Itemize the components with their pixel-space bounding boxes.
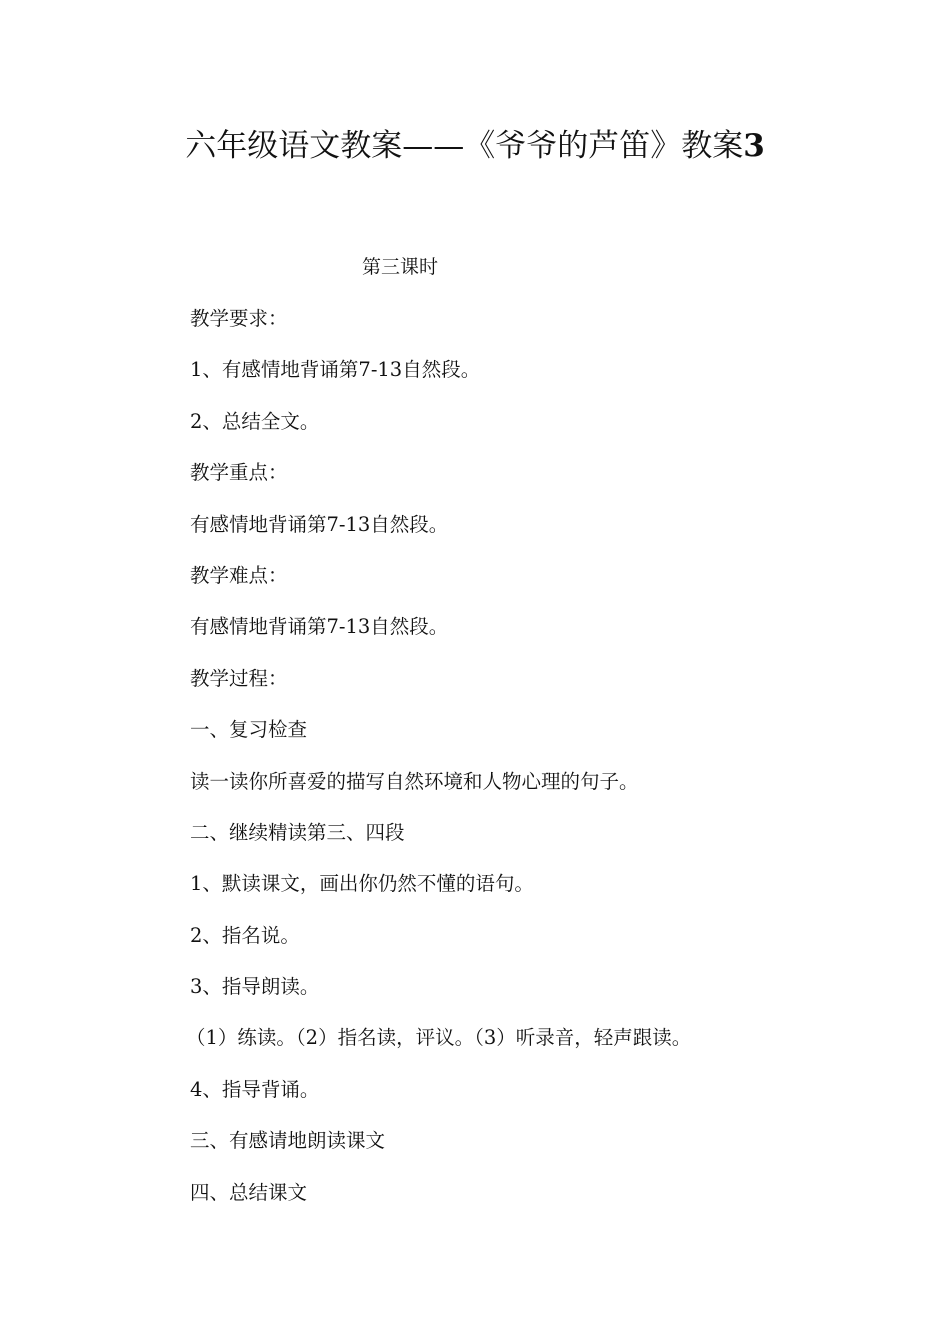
section-heading-requirements: 教学要求： — [190, 307, 288, 330]
lesson-period-heading: 第三课时 — [362, 256, 439, 278]
document-title — [0, 124, 950, 168]
requirement-item-2: 2、总结全文。 — [190, 409, 320, 433]
process-step-1-text: 读一读你所喜爱的描写自然环境和人物心理的句子。 — [190, 769, 639, 793]
section-heading-difficulties: 教学难点： — [190, 563, 288, 587]
document-body — [186, 305, 890, 1230]
key-point-text: 有感情地背诵第7-13自然段。 — [190, 512, 449, 536]
process-step-3-heading: 三、有感请地朗读课文 — [190, 1129, 386, 1153]
requirement-item-1: 1、有感情地背诵第7-13自然段。 — [190, 358, 481, 382]
process-step-2-item-1: 1、默读课文，画出你仍然不懂的语句。 — [190, 872, 534, 896]
section-heading-key-points: 教学重点： — [190, 461, 288, 485]
process-step-2-item-4: 4、指导背诵。 — [190, 1077, 320, 1101]
process-step-2-item-3: 3、指导朗读。 — [190, 975, 320, 999]
process-step-2-heading: 二、继续精读第三、四段 — [190, 820, 405, 844]
section-heading-process: 教学过程： — [190, 666, 288, 690]
document-title-number: 3 — [743, 128, 765, 164]
process-step-2-item-2: 2、指名说。 — [190, 923, 300, 947]
document-title-text: 六年级语文教案——《爷爷的芦笛》教案 — [185, 128, 744, 164]
process-step-1-heading: 一、复习检查 — [190, 718, 308, 742]
process-step-4-heading: 四、总结课文 — [190, 1180, 308, 1204]
process-step-2-subitems: （1）练读。（2）指名读，评议。（3）听录音，轻声跟读。 — [186, 1026, 692, 1050]
difficulty-text: 有感情地背诵第7-13自然段。 — [190, 615, 449, 639]
